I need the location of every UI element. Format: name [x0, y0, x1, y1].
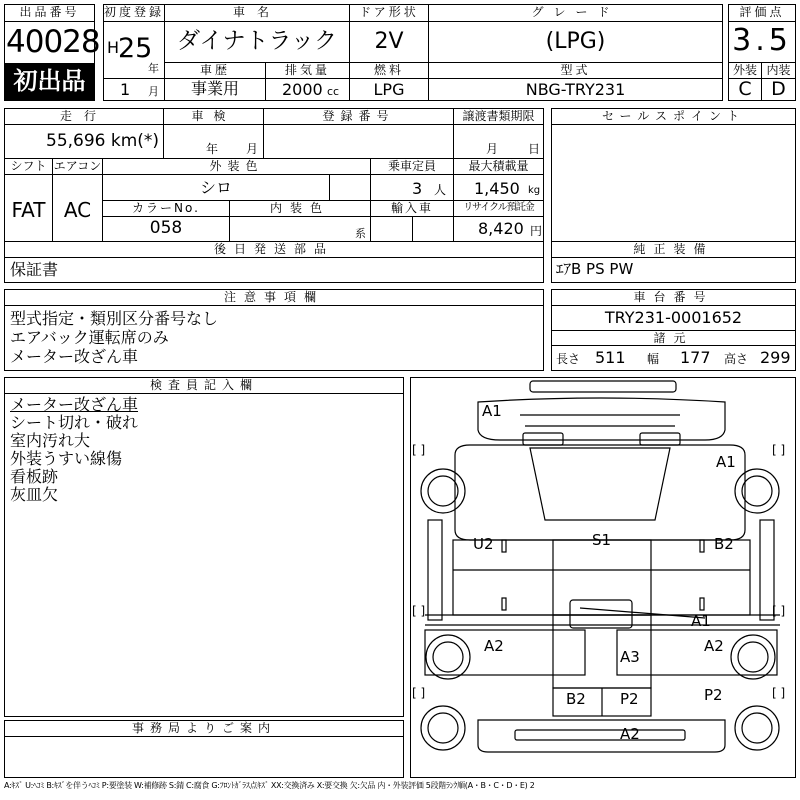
inspector-line: 看板跡 [10, 467, 59, 486]
grade: (LPG) [545, 29, 606, 54]
model-label: 型式 [428, 62, 723, 79]
length: 511 [595, 348, 626, 367]
exterior-label: 外装 [728, 62, 762, 79]
import-cell-b [412, 216, 454, 242]
damage-mark: A2 [620, 725, 640, 743]
diagram-bracket: [ ] [412, 604, 426, 618]
caution-line: 型式指定・類別区分番号なし [10, 309, 219, 328]
vehicle-diagram-frame [410, 377, 796, 778]
reg-number-cell [263, 124, 454, 159]
later-parts-label: 後日発送部品 [4, 241, 544, 258]
damage-mark: A3 [620, 648, 640, 666]
inspector-line: 灰皿欠 [10, 485, 59, 504]
load-unit: kg [528, 185, 541, 196]
diagram-bracket: [ ] [772, 443, 786, 457]
inspection-label: 車検 [163, 108, 264, 125]
displacement: 2000 [282, 80, 323, 99]
width-label: 幅 [647, 352, 660, 366]
transfer-day-unit: 日 [528, 142, 541, 156]
import-cell-a [370, 216, 413, 242]
inspection-month-unit: 月 [246, 142, 259, 156]
later-parts: 保証書 [10, 260, 59, 279]
car-name: ダイナトラック [176, 28, 338, 54]
ac: AC [63, 198, 92, 222]
spec-label: 諸元 [551, 330, 796, 346]
shift: FAT [11, 198, 46, 222]
damage-mark: A1 [482, 402, 502, 420]
displacement-label: 排気量 [265, 62, 350, 79]
recycle-unit: 円 [530, 224, 543, 238]
color-no: 058 [149, 218, 183, 238]
load-label: 最大積載量 [453, 158, 544, 175]
first-reg-label: 初度登録 [103, 4, 165, 22]
lot-number-label: 出品番号 [4, 4, 95, 22]
interior-grade: D [771, 78, 786, 100]
month-unit: 月 [148, 85, 159, 98]
damage-mark: P2 [620, 690, 639, 708]
lot-number: 40028 [6, 24, 100, 60]
damage-mark: A2 [704, 637, 724, 655]
fuel: LPG [373, 80, 405, 99]
office-label: 事務局よりご案内 [4, 720, 404, 737]
caution-line: エアバック運転席のみ [10, 328, 169, 347]
damage-mark: U2 [473, 535, 494, 553]
capacity-unit: 人 [434, 183, 447, 197]
width: 177 [680, 348, 711, 367]
caution-line: メーター改ざん車 [10, 347, 139, 366]
inspector-line: 外装うすい線傷 [10, 449, 123, 468]
diagram-bracket: [ ] [772, 604, 786, 618]
ac-label: エアコン [53, 159, 102, 173]
inspector-line: シート切れ・破れ [10, 413, 139, 432]
interior-color-cell [229, 216, 371, 242]
capacity-label: 乗車定員 [370, 158, 454, 175]
diagram-bracket: [ ] [772, 686, 786, 700]
history-label: 車歴 [164, 62, 266, 79]
damage-mark: A2 [484, 637, 504, 655]
diagram-bracket: [ ] [412, 686, 426, 700]
door: 2V [374, 29, 404, 54]
color: シロ [199, 178, 232, 197]
transfer-month-unit: 月 [486, 142, 499, 156]
chassis-label: 車台番号 [551, 289, 796, 306]
capacity: 3 [412, 179, 423, 198]
car-name-label: 車名 [164, 4, 350, 22]
damage-mark: B2 [714, 535, 734, 553]
damage-mark: P2 [704, 686, 723, 704]
inspector-line: 室内汚れ大 [10, 431, 91, 450]
score-label: 評価点 [728, 4, 796, 22]
equipment: ｴｱB PS PW [556, 260, 634, 278]
diagram-bracket: [ ] [412, 443, 426, 457]
exterior-grade: C [738, 78, 752, 100]
interior-label: 内装 [761, 62, 796, 79]
office-cell [4, 736, 404, 778]
cautions-label: 注意事項欄 [4, 289, 544, 306]
history: 事業用 [190, 79, 239, 98]
sales-points-cell [551, 124, 796, 242]
inspection-year-unit: 年 [206, 142, 219, 156]
model: NBG-TRY231 [525, 80, 626, 99]
load: 1,450 [474, 179, 520, 198]
equipment-label: 純正装備 [551, 241, 796, 258]
length-label: 長さ [556, 352, 581, 366]
damage-mark: A1 [691, 612, 711, 630]
recycle-label: リサイクル預託金 [453, 200, 544, 217]
fuel-label: 燃料 [349, 62, 429, 79]
reg-number-label: 登録番号 [263, 108, 454, 125]
interior-color-label: 内装色 [229, 200, 371, 217]
sales-points-label: セールスポイント [551, 108, 796, 125]
import-label: 輸入車 [370, 200, 454, 217]
era-year: 25 [118, 33, 153, 64]
first-listing: 初出品 [13, 67, 86, 95]
score: 3.5 [732, 23, 792, 58]
era-letter: H [107, 38, 120, 57]
damage-mark: B2 [566, 690, 586, 708]
displacement-unit: cc [327, 85, 340, 98]
inspector-line: メーター改ざん車 [10, 395, 139, 414]
interior-color-unit: 系 [355, 227, 366, 240]
mileage-label: 走行 [4, 108, 164, 125]
damage-mark: A1 [716, 453, 736, 471]
height: 299 [760, 348, 791, 367]
inspector-label: 検査員記入欄 [4, 377, 404, 394]
door-label: ドア形状 [349, 4, 429, 22]
month: 1 [120, 80, 131, 99]
transfer-label: 譲渡書類期限 [453, 108, 544, 125]
color-extra-cell [329, 174, 371, 201]
shift-label: シフト [4, 158, 53, 175]
height-label: 高さ [724, 352, 749, 366]
color-label: 外装色 [102, 158, 371, 175]
recycle: 8,420 [478, 219, 524, 238]
damage-mark: S1 [592, 531, 612, 549]
later-parts-cell [4, 257, 544, 283]
color-no-label: カラーNo. [102, 200, 230, 217]
grade-label: グレード [428, 4, 723, 22]
legend-text: A:ｷｽﾞ U:ﾍｺﾐ B:ｷｽﾞを伴うﾍｺﾐ P:要塗装 W:補修跡 S:錆 C:腐食 G:ﾌﾛﾝﾄｶﾞﾗｽ点ｷｽﾞ XX:交換済み X:要交換 欠:欠品 内・外装評価 5段階ﾗﾝｸ順(A・B・C・D・E) 2 [4, 781, 535, 790]
chassis-number: TRY231-0001652 [604, 308, 743, 327]
mileage: 55,696 km(*) [46, 131, 160, 151]
year-unit: 年 [148, 62, 159, 75]
